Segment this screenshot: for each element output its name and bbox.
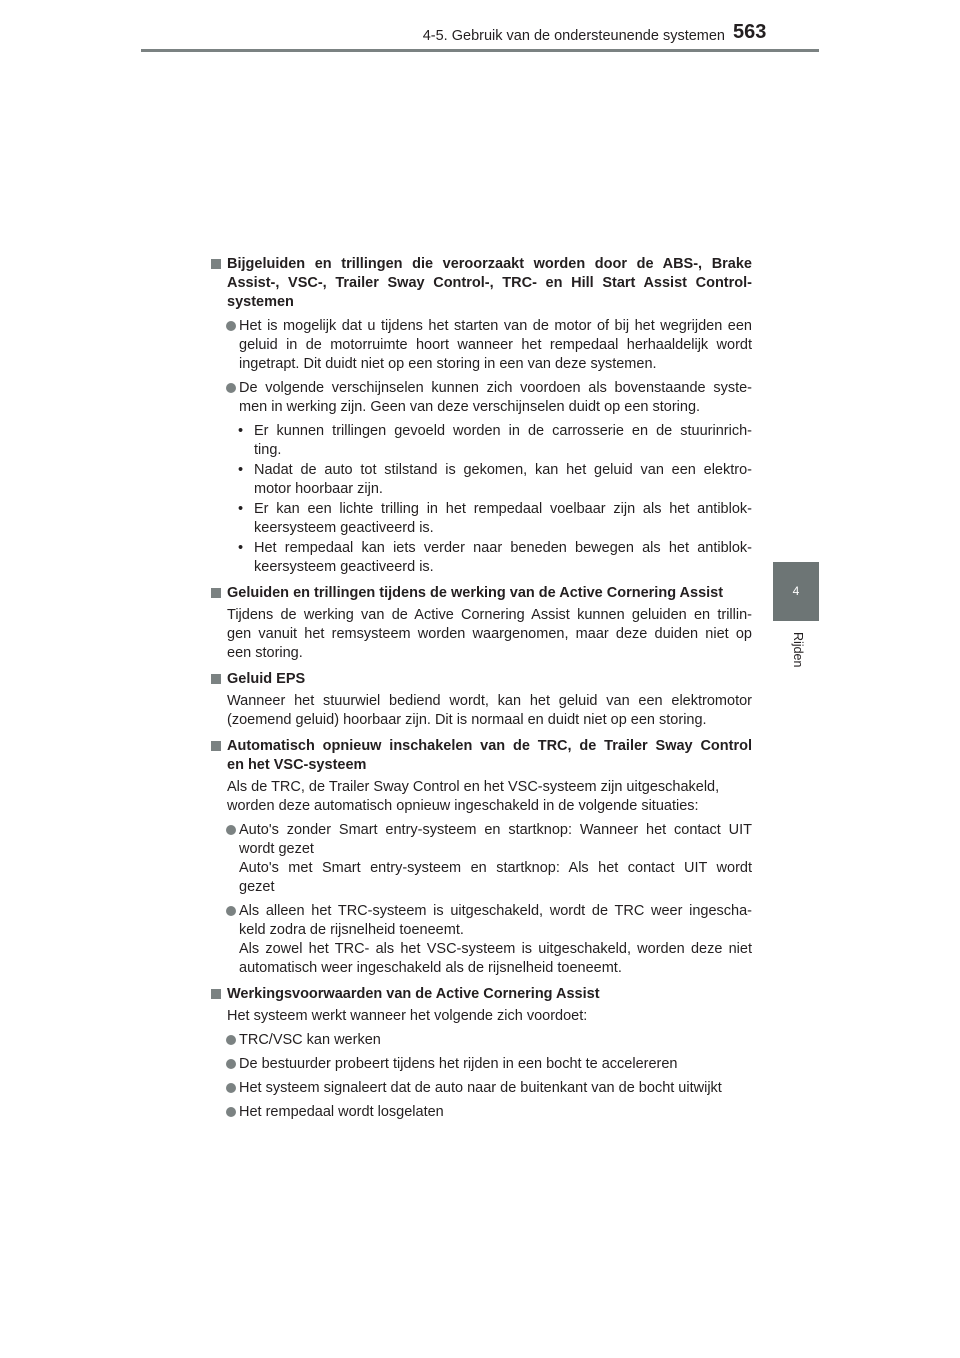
text-line: Als alleen het TRC-systeem is uitgeschakeld, wordt de TRC weer ingescha- xyxy=(239,903,752,919)
heading-line: Assist-, VSC-, Trailer Sway Control-, TRC- en Hill Start Assist Control- xyxy=(227,275,752,291)
chapter-tab: 4 xyxy=(773,562,819,621)
chapter-label: Rijden xyxy=(791,632,805,668)
paragraph xyxy=(210,606,752,663)
text-line: keersysteem geactiveerd is. xyxy=(254,559,434,575)
text-line: ingetrapt. Dit duidt niet op een storing in een van deze systemen. xyxy=(239,356,657,372)
list-item xyxy=(210,821,752,897)
text-line: gezet xyxy=(239,879,275,895)
text-line: keersysteem geactiveerd is. xyxy=(254,520,434,536)
list-item xyxy=(210,1055,752,1074)
text-line: Als zowel het TRC- als het VSC-systeem is uitgeschakeld, worden deze niet xyxy=(239,941,752,957)
square-bullet-icon xyxy=(211,674,221,684)
round-bullet-icon xyxy=(226,321,236,331)
square-bullet-icon xyxy=(211,741,221,751)
heading-line: Automatisch opnieuw inschakelen van de TRC, de Trailer Sway Control xyxy=(227,738,752,754)
text-line: De bestuurder probeert tijdens het rijden in een bocht te accelereren xyxy=(239,1056,678,1072)
text-line: Het rempedaal wordt losgelaten xyxy=(239,1104,444,1120)
text-line: automatisch weer ingeschakeld als de rijsnelheid toeneemt. xyxy=(239,960,622,976)
sub-list-item xyxy=(210,422,752,460)
text-line: De volgende verschijnselen kunnen zich voordoen als bovenstaande syste- xyxy=(239,380,752,396)
text-line: men in werking zijn. Geen van deze verschijnselen duidt op een storing. xyxy=(239,399,701,415)
page-content xyxy=(210,60,752,1122)
sub-list-item xyxy=(210,539,752,577)
heading-abs-noise xyxy=(210,255,752,312)
text-line: TRC/VSC kan werken xyxy=(239,1032,381,1048)
list-item xyxy=(210,1103,752,1122)
list-item xyxy=(210,317,752,374)
list-item xyxy=(210,1031,752,1050)
section-header: 4-5. Gebruik van de ondersteunende systemen xyxy=(422,28,725,44)
text-line: motor hoorbaar zijn. xyxy=(254,481,383,497)
round-bullet-icon xyxy=(226,383,236,393)
sub-list-item xyxy=(210,500,752,538)
text-line: geluid in de motorruimte hoort wanneer het rempedaal herhaaldelijk wordt xyxy=(239,337,752,353)
heading-operating-conditions xyxy=(210,985,752,1004)
list-item xyxy=(210,1079,752,1098)
text-line: Het systeem signaleert dat de auto naar de buitenkant van de bocht uitwijkt xyxy=(239,1080,722,1096)
text-line: Tijdens de werking van de Active Cornering Assist kunnen geluiden en trillin- xyxy=(227,607,752,623)
text-line: Het rempedaal kan iets verder naar beneden bewegen als het antiblok- xyxy=(254,540,752,556)
heading-auto-reactivation xyxy=(210,737,752,775)
round-bullet-icon xyxy=(226,1059,236,1069)
bullet-marker: • xyxy=(238,501,244,517)
text-line: Het systeem werkt wanneer het volgende zich voordoet: xyxy=(227,1008,588,1024)
page-number: 563 xyxy=(733,21,767,43)
bullet-marker: • xyxy=(238,462,244,478)
round-bullet-icon xyxy=(226,1035,236,1045)
text-line: Als de TRC, de Trailer Sway Control en het VSC-systeem zijn uitgeschakeld, xyxy=(227,779,720,795)
text-line: gen vanuit het remsysteem worden waargenomen, maar deze duiden niet op xyxy=(227,626,752,642)
text-line: een storing. xyxy=(227,645,303,661)
text-line: Er kunnen trillingen gevoeld worden in de carrosserie en de stuurinrich- xyxy=(254,423,752,439)
text-line: (zoemend geluid) hoorbaar zijn. Dit is normaal en duidt niet op een storing. xyxy=(227,712,707,728)
text-line: Er kan een lichte trilling in het rempedaal voelbaar zijn als het antiblok- xyxy=(254,501,752,517)
round-bullet-icon xyxy=(226,825,236,835)
text-line: keld zodra de rijsnelheid toeneemt. xyxy=(239,922,464,938)
square-bullet-icon xyxy=(211,588,221,598)
list-item xyxy=(210,902,752,978)
heading-line: Werkingsvoorwaarden van de Active Cornering Assist xyxy=(227,986,600,1002)
round-bullet-icon xyxy=(226,1083,236,1093)
heading-eps-noise xyxy=(210,670,752,689)
square-bullet-icon xyxy=(211,259,221,269)
heading-line: Geluiden en trillingen tijdens de werking van de Active Cornering Assist xyxy=(227,585,724,601)
text-line: Auto's met Smart entry-systeem en startknop: Als het contact UIT wordt xyxy=(239,860,752,876)
heading-line: systemen xyxy=(227,294,294,310)
list-item xyxy=(210,379,752,417)
text-line: Het is mogelijk dat u tijdens het starten van de motor of bij het wegrijden een xyxy=(239,318,752,334)
paragraph xyxy=(210,692,752,730)
heading-line: Bijgeluiden en trillingen die veroorzaakt worden door de ABS-, Brake xyxy=(227,256,752,272)
bullet-marker: • xyxy=(238,540,244,556)
paragraph xyxy=(210,1007,752,1026)
heading-line: Geluid EPS xyxy=(227,671,306,687)
round-bullet-icon xyxy=(226,906,236,916)
header-divider xyxy=(141,49,819,52)
heading-active-cornering-noise xyxy=(210,584,752,603)
sub-list-item xyxy=(210,461,752,499)
text-line: wordt gezet xyxy=(239,841,314,857)
text-line: Nadat de auto tot stilstand is gekomen, kan het geluid van een elektro- xyxy=(254,462,752,478)
text-line: worden deze automatisch opnieuw ingeschakeld in de volgende situaties: xyxy=(227,798,699,814)
heading-line: en het VSC-systeem xyxy=(227,757,367,773)
paragraph xyxy=(210,778,752,816)
text-line: Auto's zonder Smart entry-systeem en startknop: Wanneer het contact UIT xyxy=(239,822,752,838)
square-bullet-icon xyxy=(211,989,221,999)
round-bullet-icon xyxy=(226,1107,236,1117)
text-line: Wanneer het stuurwiel bediend wordt, kan het geluid van een elektromotor xyxy=(227,693,752,709)
bullet-marker: • xyxy=(238,423,244,439)
text-line: ting. xyxy=(254,442,282,458)
